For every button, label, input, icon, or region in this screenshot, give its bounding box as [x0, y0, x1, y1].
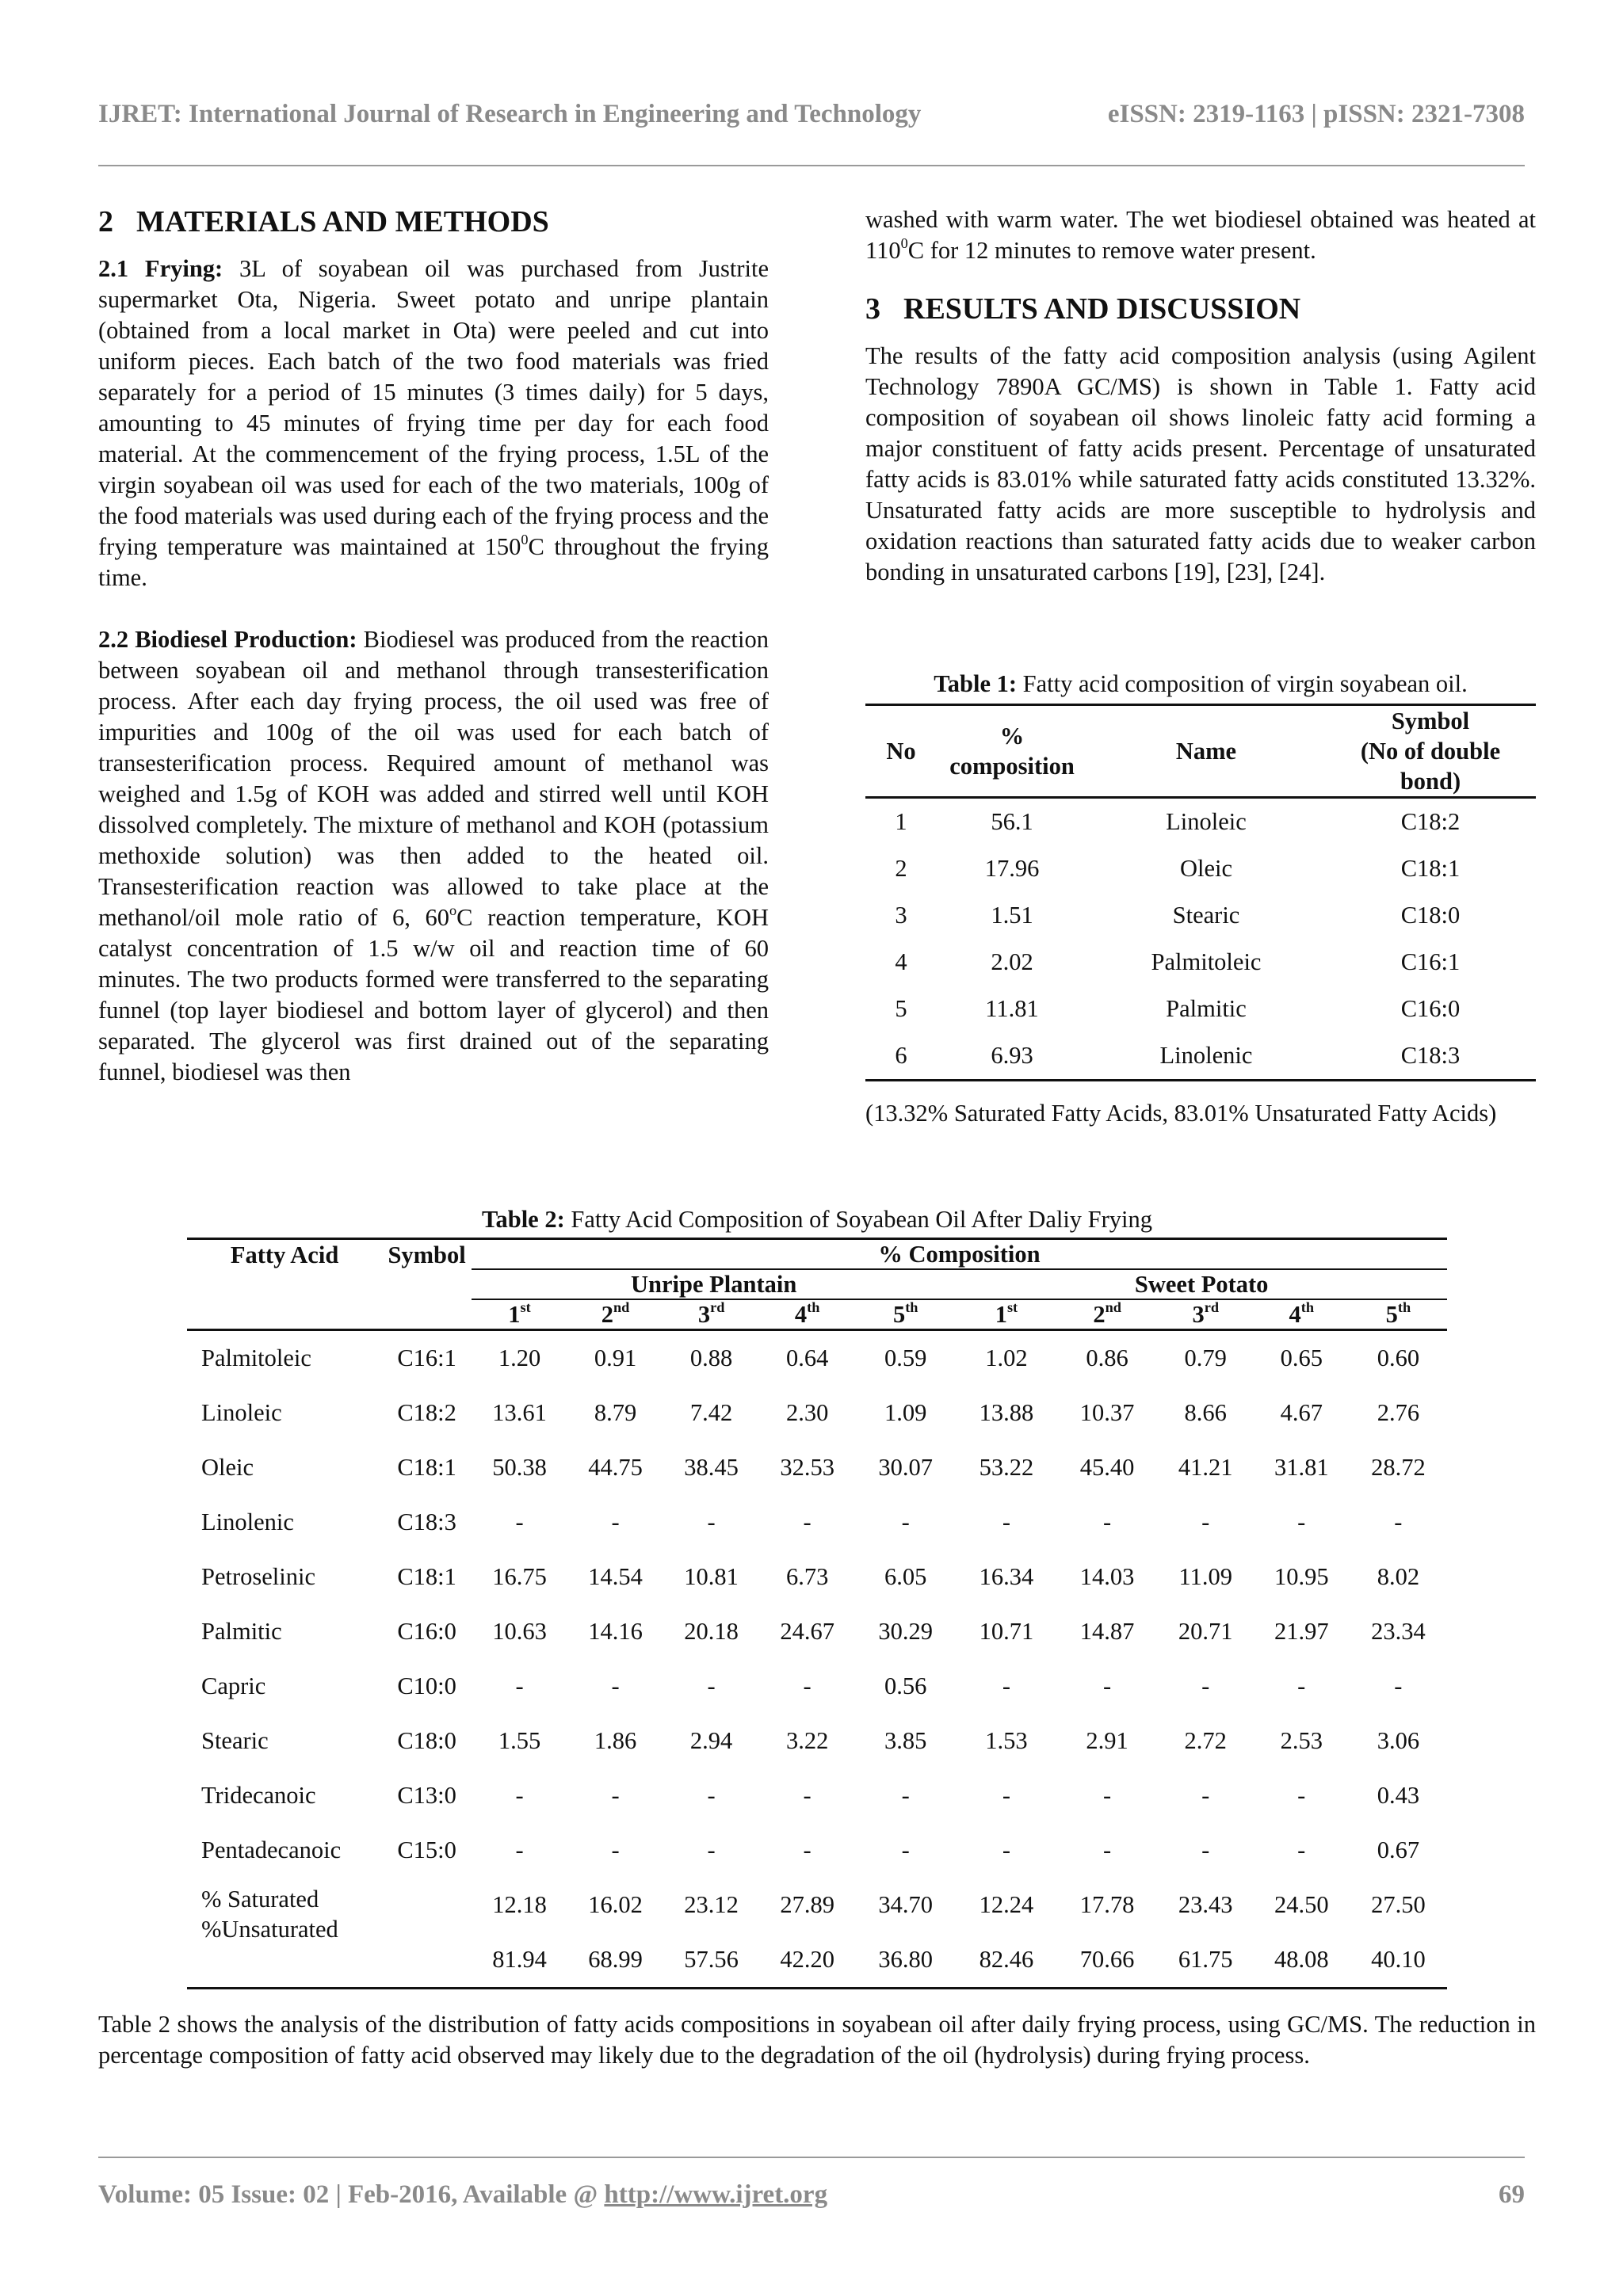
table2-cell: 23.34	[1371, 1618, 1426, 1645]
table2-cell: 16.75	[492, 1563, 547, 1590]
table2-cell: C18:2	[397, 1399, 456, 1426]
table1-cell: 1.51	[991, 902, 1033, 929]
table2-cell: 4.67	[1280, 1399, 1323, 1426]
table2	[187, 1238, 1447, 1989]
table2-cell: -	[1002, 1782, 1010, 1809]
table2-cell: 2.53	[1280, 1727, 1323, 1754]
table2-cell: -	[803, 1782, 812, 1809]
table1-header: Symbol (No of double bond)	[1360, 707, 1501, 795]
table1-cell: Palmitoleic	[1151, 948, 1262, 975]
table1-header: Name	[1175, 738, 1237, 765]
day-header: 5th	[855, 1299, 956, 1330]
table1-cell: C18:3	[1325, 1032, 1536, 1081]
table2-cell: Pentadecanoic	[201, 1836, 342, 1863]
table1-header: % composition	[949, 723, 1075, 780]
table2-cell: 38.45	[684, 1454, 739, 1481]
table2-cell: 0.88	[689, 1344, 733, 1371]
table1	[865, 704, 1536, 1081]
journal-title: IJRET: International Journal of Research in Engineering and Technology	[98, 100, 922, 128]
table2-cell: 3.22	[785, 1727, 829, 1754]
table2-cell: -	[803, 1836, 812, 1863]
table2-row	[187, 1440, 1447, 1495]
table2-cell: -	[611, 1508, 620, 1535]
table2-cell: -	[707, 1782, 716, 1809]
table2-cell: -	[1002, 1508, 1010, 1535]
table1-cell: Oleic	[1179, 855, 1233, 882]
table2-cell: -	[1297, 1836, 1306, 1863]
table1-cell: 56.1	[991, 808, 1033, 835]
table2-cell: -	[1103, 1836, 1112, 1863]
table2-cell: 36.80	[855, 1932, 956, 1989]
table2-cell: 21.97	[1274, 1618, 1329, 1645]
table2-cell: 20.18	[684, 1618, 739, 1645]
composition-header: % Composition	[472, 1239, 1447, 1270]
table2-cell: 70.66	[1057, 1932, 1158, 1989]
table2-cell: Palmitic	[201, 1618, 282, 1645]
frying-paragraph: 2.1 Frying: 3L of soyabean oil was purchased from Justrite supermarket Ota, Nigeria. Sweet potato and unripe plantain (obtained from a local market in Ota) were peeled and cut into uniform pieces. Each batch of the two food materials was fried separately for a period of 15 minutes (3 times daily) for 5 days, amounting to 45 minutes of frying time per day for each food material. At the commencement of the frying process, 1.5L of the virgin soyabean oil was used for each of the two materials, 100g of the food materials was used during each of the frying process and the frying temperature was maintained at $150^0C$ throughout the frying time.	[98, 255, 769, 591]
table2-cell: -	[1201, 1508, 1210, 1535]
table2-row	[187, 1495, 1447, 1550]
table2-cell: 2.94	[689, 1727, 733, 1754]
table2-cell: Linolenic	[201, 1508, 294, 1535]
table2-cell: 50.38	[492, 1454, 547, 1481]
table2-cell: -	[611, 1836, 620, 1863]
table2-cell: 12.18	[492, 1891, 547, 1918]
day-header: 5th	[1350, 1299, 1447, 1330]
table2-cell: 30.07	[878, 1454, 934, 1481]
day-header: 3rd	[1158, 1299, 1254, 1330]
table2-cell: 8.66	[1184, 1399, 1227, 1426]
table2-cell: 28.72	[1371, 1454, 1426, 1481]
table2-cell: 13.88	[979, 1399, 1034, 1426]
table2-cell: 23.43	[1178, 1891, 1233, 1918]
day-header: 1st	[956, 1299, 1056, 1330]
table2-caption: Table 2: Fatty Acid Composition of Soyabean Oil After Daliy Frying	[481, 1206, 1153, 1233]
footer-text: Volume: 05 Issue: 02 | Feb-2016, Available @	[98, 2180, 605, 2209]
table2-cell: -	[707, 1508, 716, 1535]
table2-cell: C16:1	[397, 1344, 456, 1371]
table1-note: (13.32% Saturated Fatty Acids, 83.01% Unsaturated Fatty Acids)	[865, 1100, 1497, 1127]
table2-cell: 1.55	[498, 1727, 541, 1754]
table2-cell: 0.67	[1377, 1836, 1420, 1863]
table2-row	[187, 1550, 1447, 1604]
table2-cell: 57.56	[663, 1932, 759, 1989]
table1-cell: C16:1	[1400, 948, 1461, 975]
table2-cell: C16:0	[397, 1618, 456, 1645]
table2-cell: 0.43	[1377, 1782, 1420, 1809]
table2-cell: 6.05	[884, 1563, 927, 1590]
table2-cell: -	[1394, 1508, 1403, 1535]
table2-cell: 82.46	[956, 1932, 1056, 1989]
table2-cell: 30.29	[878, 1618, 934, 1645]
table2-cell: 48.08	[1254, 1932, 1350, 1989]
section-3-heading: 3 RESULTS AND DISCUSSION	[865, 292, 1301, 326]
table1-cell: Stearic	[1172, 902, 1240, 929]
table2-cell: 16.02	[588, 1891, 643, 1918]
table2-cell: 7.42	[689, 1399, 733, 1426]
table2-cell	[382, 1878, 472, 1989]
table2-cell: C13:0	[397, 1782, 456, 1809]
table2-cell: 61.75	[1158, 1932, 1254, 1989]
biodiesel-paragraph: 2.2 Biodiesel Production: Biodiesel was produced from the reaction between soyabean oil and methanol through transesterification process. After each day frying process, the oil used was free of impurities and 100g of the oil was used for each batch of transesterification process. Required amount of methanol was weighed and 1.5g of KOH was added and stirred well until KOH dissolved completely. The mixture of methanol and KOH (potassium methoxide solution) was then added to the heated oil. Transesterification reaction was allowed to take place at the methanol/oil mole ratio of 6, 60$^o$C reaction temperature, KOH catalyst concentration of 1.5 w/w oil and reaction time of 60 minutes. The two products formed were transferred to the separating funnel (top layer biodiesel and bottom layer of glycerol) and then separated. The glycerol was first drained out of the separating funnel, biodiesel was then	[98, 626, 769, 1085]
table2-day-row	[187, 1299, 1447, 1330]
table2-cell: -	[1002, 1672, 1010, 1699]
table2-cell: Linoleic	[201, 1399, 282, 1426]
table2-cell: C18:1	[397, 1454, 456, 1481]
table2-cell: 10.71	[979, 1618, 1034, 1645]
issn-text: eISSN: 2319-1163 | pISSN: 2321-7308	[1107, 100, 1525, 128]
table2-cell: 34.70	[878, 1891, 934, 1918]
table2-cell: Capric	[201, 1672, 266, 1699]
table2-cell: -	[515, 1508, 524, 1535]
table2-row	[187, 1330, 1447, 1386]
table2-cell: -	[901, 1836, 910, 1863]
table1-header-row	[865, 705, 1536, 798]
table2-cell: 14.87	[1079, 1618, 1135, 1645]
table2-cell: 1.86	[594, 1727, 637, 1754]
table2-cell: C10:0	[397, 1672, 456, 1699]
footer-rule	[98, 2157, 1525, 2158]
table2-cell: 0.65	[1280, 1344, 1323, 1371]
table2-cell: 3.06	[1377, 1727, 1420, 1754]
table2-cell: 24.50	[1274, 1891, 1329, 1918]
table2-cell: 10.81	[684, 1563, 739, 1590]
table2-cell: Palmitoleic	[201, 1344, 311, 1371]
continued-paragraph: washed with warm water. The wet biodiesel obtained was heated at $110^0C$ for 12 minutes to remove water present.	[865, 206, 1536, 264]
unripe-plantain-header: Unripe Plantain	[472, 1269, 956, 1299]
table2-cell: Oleic	[201, 1454, 254, 1481]
table1-cell: C18:2	[1400, 808, 1461, 835]
right-column	[865, 204, 1536, 588]
table1-caption: Table 1: Fatty acid composition of virgin soyabean oil.	[934, 670, 1468, 697]
table2-cell: -	[515, 1836, 524, 1863]
running-header	[98, 93, 1525, 133]
table2-cell: 0.56	[884, 1672, 927, 1699]
table2-cell: 41.21	[1178, 1454, 1233, 1481]
table2-cell: 31.81	[1274, 1454, 1329, 1481]
section-2-heading: 2 MATERIALS AND METHODS	[98, 205, 549, 238]
table2-cell: -	[1201, 1836, 1210, 1863]
table2-cell: Petroselinic	[201, 1563, 315, 1590]
table1-header: No	[886, 738, 916, 765]
table2-cell: 14.16	[588, 1618, 643, 1645]
table2-cell: 44.75	[588, 1454, 643, 1481]
table2-cell: 1.02	[985, 1344, 1028, 1371]
table2-cell: -	[901, 1782, 910, 1809]
table2-cell: -	[803, 1508, 812, 1535]
table2-cell: 81.94	[472, 1932, 567, 1989]
table2-cell: 0.86	[1086, 1344, 1128, 1371]
table2-cell: 2.91	[1086, 1727, 1128, 1754]
table2-cell: -	[1201, 1672, 1210, 1699]
table2-cell: 14.54	[588, 1563, 643, 1590]
table1-cell: Palmitic	[1166, 995, 1247, 1022]
table2-cell: 6.73	[785, 1563, 829, 1590]
table1-cell: C18:1	[1400, 855, 1461, 882]
table2-cell: Tridecanoic	[201, 1782, 316, 1809]
table2-cell: C18:0	[397, 1727, 456, 1754]
running-footer	[98, 2180, 1525, 2210]
day-header: 2nd	[567, 1299, 663, 1330]
table1-row	[865, 1032, 1536, 1081]
table1-cell: 5	[895, 995, 907, 1022]
header-rule	[98, 165, 1525, 166]
table2-cell: -	[611, 1672, 620, 1699]
table2-row	[187, 1659, 1447, 1714]
table1-cell: 2	[895, 855, 907, 882]
table2-cell: -	[515, 1672, 524, 1699]
table2-cell: 8.79	[594, 1399, 637, 1426]
table1-row	[865, 986, 1536, 1032]
day-header: 4th	[759, 1299, 855, 1330]
table1-cell: C16:0	[1400, 995, 1461, 1022]
table1-cell: 11.81	[985, 995, 1039, 1022]
table2-cell: -	[1002, 1836, 1010, 1863]
saturated-label: % Saturated	[201, 1886, 319, 1913]
table2-cell: 0.79	[1184, 1344, 1227, 1371]
table2-cell: 3.85	[884, 1727, 927, 1754]
table2-cell: 32.53	[780, 1454, 834, 1481]
table2-row	[187, 1823, 1447, 1878]
table2-row	[187, 1604, 1447, 1659]
table2-cell: 27.89	[780, 1891, 834, 1918]
table2-row	[187, 1386, 1447, 1440]
table2-cell: -	[611, 1782, 620, 1809]
page-number: 69	[1499, 2180, 1525, 2209]
table2-cell: 1.09	[884, 1399, 927, 1426]
table2-cell: 13.61	[492, 1399, 547, 1426]
table1-cell: 6	[865, 1032, 937, 1081]
table1-cell: C18:0	[1400, 902, 1461, 929]
table2-cell: -	[515, 1782, 524, 1809]
table2-cell	[187, 1878, 382, 1989]
table2-cell: -	[1297, 1508, 1306, 1535]
results-paragraph: The results of the fatty acid composition analysis (using Agilent Technology 7890A GC/MS) is shown in Table 1. Fatty acid composition of soyabean oil shows linoleic fatty acid forming a major constituent of fatty acids present. Percentage of unsaturated fatty acids is 83.01% while saturated fatty acids constituted 13.32%. Unsaturated fatty acids are more susceptible to hydrolysis and oxidation reactions than saturated fatty acids due to weaker carbon bonding in unsaturated carbons [19], [23], [24].	[865, 342, 1536, 585]
table2-cell: 17.78	[1079, 1891, 1135, 1918]
day-header: 2nd	[1057, 1299, 1158, 1330]
table2-cell: -	[1103, 1672, 1112, 1699]
table2-cell: 1.53	[985, 1727, 1028, 1754]
table2-cell: 8.02	[1377, 1563, 1420, 1590]
closing-paragraph: Table 2 shows the analysis of the distribution of fatty acids compositions in soyabean oil after daily frying process, using GC/MS. The reduction in percentage composition of fatty acid observed may likely due to the degradation of the oil (hydrolysis) during frying process.	[98, 2011, 1536, 2069]
table1-row	[865, 845, 1536, 892]
table2-cell: Stearic	[201, 1727, 269, 1754]
table1-row	[865, 939, 1536, 986]
table2-cell: 68.99	[567, 1932, 663, 1989]
left-column	[98, 204, 769, 1088]
day-header: 4th	[1254, 1299, 1350, 1330]
table2-cell: -	[707, 1672, 716, 1699]
table2-cell: 2.30	[785, 1399, 829, 1426]
table2-cell: 10.63	[492, 1618, 547, 1645]
table2-row	[187, 1714, 1447, 1768]
fatty-acid-header: Fatty Acid	[230, 1241, 339, 1268]
table2-cell: 20.71	[1178, 1618, 1233, 1645]
table2-cell: 10.95	[1274, 1563, 1329, 1590]
table2-cell: 24.67	[780, 1618, 834, 1645]
table1-cell: 2.02	[991, 948, 1033, 975]
table2-cell: -	[1394, 1672, 1403, 1699]
table2-cell: -	[1297, 1782, 1306, 1809]
table2-cell: C18:1	[397, 1563, 456, 1590]
unsaturated-label: %Unsaturated	[201, 1916, 338, 1943]
table2-cell: -	[803, 1672, 812, 1699]
table2-cell: C15:0	[397, 1836, 456, 1863]
day-header: 3rd	[663, 1299, 759, 1330]
table1-cell: 6.93	[937, 1032, 1087, 1081]
table1-cell: 4	[895, 948, 907, 975]
table2-cell: 23.12	[684, 1891, 739, 1918]
table2-cell: 53.22	[979, 1454, 1034, 1481]
table2-cell: -	[707, 1836, 716, 1863]
sweet-potato-header: Sweet Potato	[956, 1269, 1447, 1299]
table2-row	[187, 1768, 1447, 1823]
table2-cell: 42.20	[759, 1932, 855, 1989]
table2-cell: -	[901, 1508, 910, 1535]
table2-cell: C18:3	[397, 1508, 456, 1535]
table2-header-row	[187, 1239, 1447, 1270]
table2-cell: 10.37	[1079, 1399, 1135, 1426]
table2-cell: 27.50	[1371, 1891, 1426, 1918]
table2-cell: 1.20	[498, 1344, 541, 1371]
table2-cell: 40.10	[1350, 1932, 1447, 1989]
table1-cell: Linolenic	[1087, 1032, 1325, 1081]
table2-cell: 2.76	[1377, 1399, 1420, 1426]
table1-row	[865, 892, 1536, 939]
table2-cell: 0.60	[1377, 1344, 1420, 1371]
table2-cell: -	[1201, 1782, 1210, 1809]
saturated-row	[187, 1878, 1447, 1932]
table1-cell: 1	[895, 808, 907, 835]
table1-row	[865, 798, 1536, 846]
table2-cell: 45.40	[1079, 1454, 1135, 1481]
table1-cell: 17.96	[984, 855, 1040, 882]
journal-link[interactable]: http://www.ijret.org	[604, 2180, 828, 2209]
table1-cell: Linoleic	[1166, 808, 1247, 835]
table2-group-row	[187, 1269, 1447, 1299]
table2-cell: 12.24	[979, 1891, 1034, 1918]
day-header: 1st	[472, 1299, 567, 1330]
table2-cell: -	[1103, 1782, 1112, 1809]
table2-cell: 16.34	[979, 1563, 1034, 1590]
table1-cell: 3	[895, 902, 907, 929]
symbol-header: Symbol	[388, 1241, 466, 1268]
table2-cell: 2.72	[1184, 1727, 1227, 1754]
table2-cell: 0.59	[884, 1344, 927, 1371]
table2-cell: 0.91	[594, 1344, 637, 1371]
table2-cell: -	[1297, 1672, 1306, 1699]
table2-cell: 0.64	[785, 1344, 829, 1371]
table2-cell: 14.03	[1079, 1563, 1135, 1590]
table2-cell: 11.09	[1178, 1563, 1232, 1590]
table2-cell: -	[1103, 1508, 1112, 1535]
